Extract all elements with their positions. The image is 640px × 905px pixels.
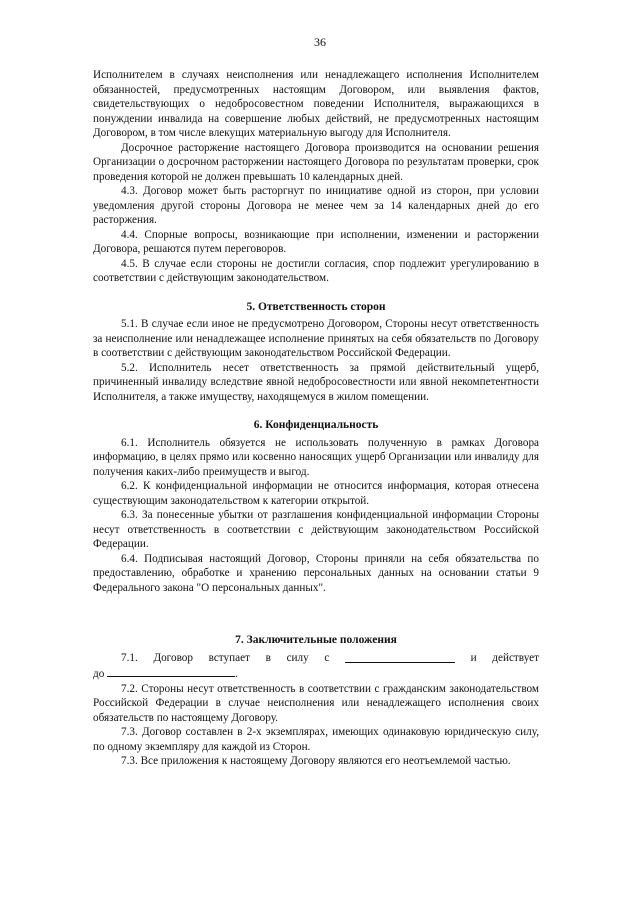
document-body [93,68,539,769]
clause-6-2: 6.2. К конфиденциальной информации не относится информация, которая отнесена существующим законодательством к категории открытой. [93,480,539,507]
start-date-blank[interactable] [345,651,455,663]
clause-4-3: 4.3. Договор может быть расторгнут по инициативе одной из сторон, при условии уведомления другой стороны Договора не менее чем за 14 календарных дней до его расторжения. [93,185,539,226]
clause-7-1-word: и [470,651,477,664]
clause-7-1-line-1 [93,651,539,666]
clause-7-1-until: до [93,668,105,680]
clause-5-2: 5.2. Исполнитель несет ответственность за прямой действительный ущерб, причиненный инвалиду вследствие явной недобросовестности или явной некомпетентности Исполнителя, а также имуществу, находящемуся в жилом помещении. [93,361,539,403]
clause-5-1: 5.1. В случае если иное не предусмотрено Договором, Стороны несут ответственность за неисполнение или ненадлежащее исполнение принятых на себя обязательств по Договору в соответствии с действующим законодательством Российской Федерации. [93,318,539,359]
clause-7-1-word: действует [492,651,539,664]
clause-7-1-word: Договор [153,651,193,664]
clause-6-4: 6.4. Подписывая настоящий Договор, Стороны приняли на себя обязательства по предоставлению, обработке и хранению персональных данных на основании статьи 9 Федерального закона "О персональных данных". [93,552,539,594]
section-7-title: 7. Заключительные положения [235,634,397,646]
end-date-blank[interactable] [107,665,235,677]
clause-4-4: 4.4. Спорные вопросы, возникающие при исполнении, изменении и расторжении Договора, решаются путем переговоров. [93,228,539,255]
clause-7-3-appendices: 7.3. Все приложения к настоящему Договору являются его неотъемлемой частью. [121,755,511,767]
clause-6-1: 6.1. Исполнитель обязуется не использовать полученную в рамках Договора информацию, в целях прямо или косвенно наносящих ущерб Организации или инвалиду для получения каких-либо преимуществ и выгод. [93,436,539,478]
clause-7-2: 7.2. Стороны несут ответственность в соответствии с гражданским законодательством Российской Федерации в случае неисполнения или ненадлежащего исполнения своих обязательств по настоящему Договору. [93,682,539,724]
clause-4-5: 4.5. В случае если стороны не достигли согласия, спор подлежит урегулированию в соответствии с действующим законодательством. [93,257,539,284]
clause-7-1-word: силу [286,651,309,664]
clause-6-3: 6.3. За понесенные убытки от разглашения конфиденциальной информации Стороны несут ответственность в соответствии с действующим законодательством Российской Федерации. [93,509,539,550]
clause-7-1-word: вступает [208,651,250,664]
clause-7-1-line-2 [93,665,539,682]
clause-7-1-word: с [324,651,330,664]
clause-7-3-copies: 7.3. Договор составлен в 2-х экземплярах, имеющих одинаковую юридическую силу, по одному экземпляру для каждой из Сторон. [93,726,539,753]
clause-7-1-word: в [265,651,271,664]
page-number: 36 [314,35,326,49]
paragraph-early-termination: Досрочное расторжение настоящего Договора производится на основании решения Организации о досрочном расторжении настоящего Договора по результатам проверки, срок проведения которой не должен превышать 10 календарных дней. [93,141,539,183]
paragraph-continuation: Исполнителем в случаях неисполнения или ненадлежащего исполнения Исполнителем обязанностей, предусмотренных настоящим Договором, или выявления фактов, свидетельствующих о недобросовестном поведении Исполнителя, выражающихся в понуждении инвалида на совершение любых действий, не предусмотренных настоящим Договором, в том числе влекущих материальную выгоду для Исполнителя. [93,69,539,139]
clause-7-1-word: 7.1. [121,651,138,664]
section-5-title: 5. Ответственность сторон [246,300,386,313]
section-6-title: 6. Конфиденциальность [253,419,379,431]
clause-7-1-period: . [235,668,238,680]
